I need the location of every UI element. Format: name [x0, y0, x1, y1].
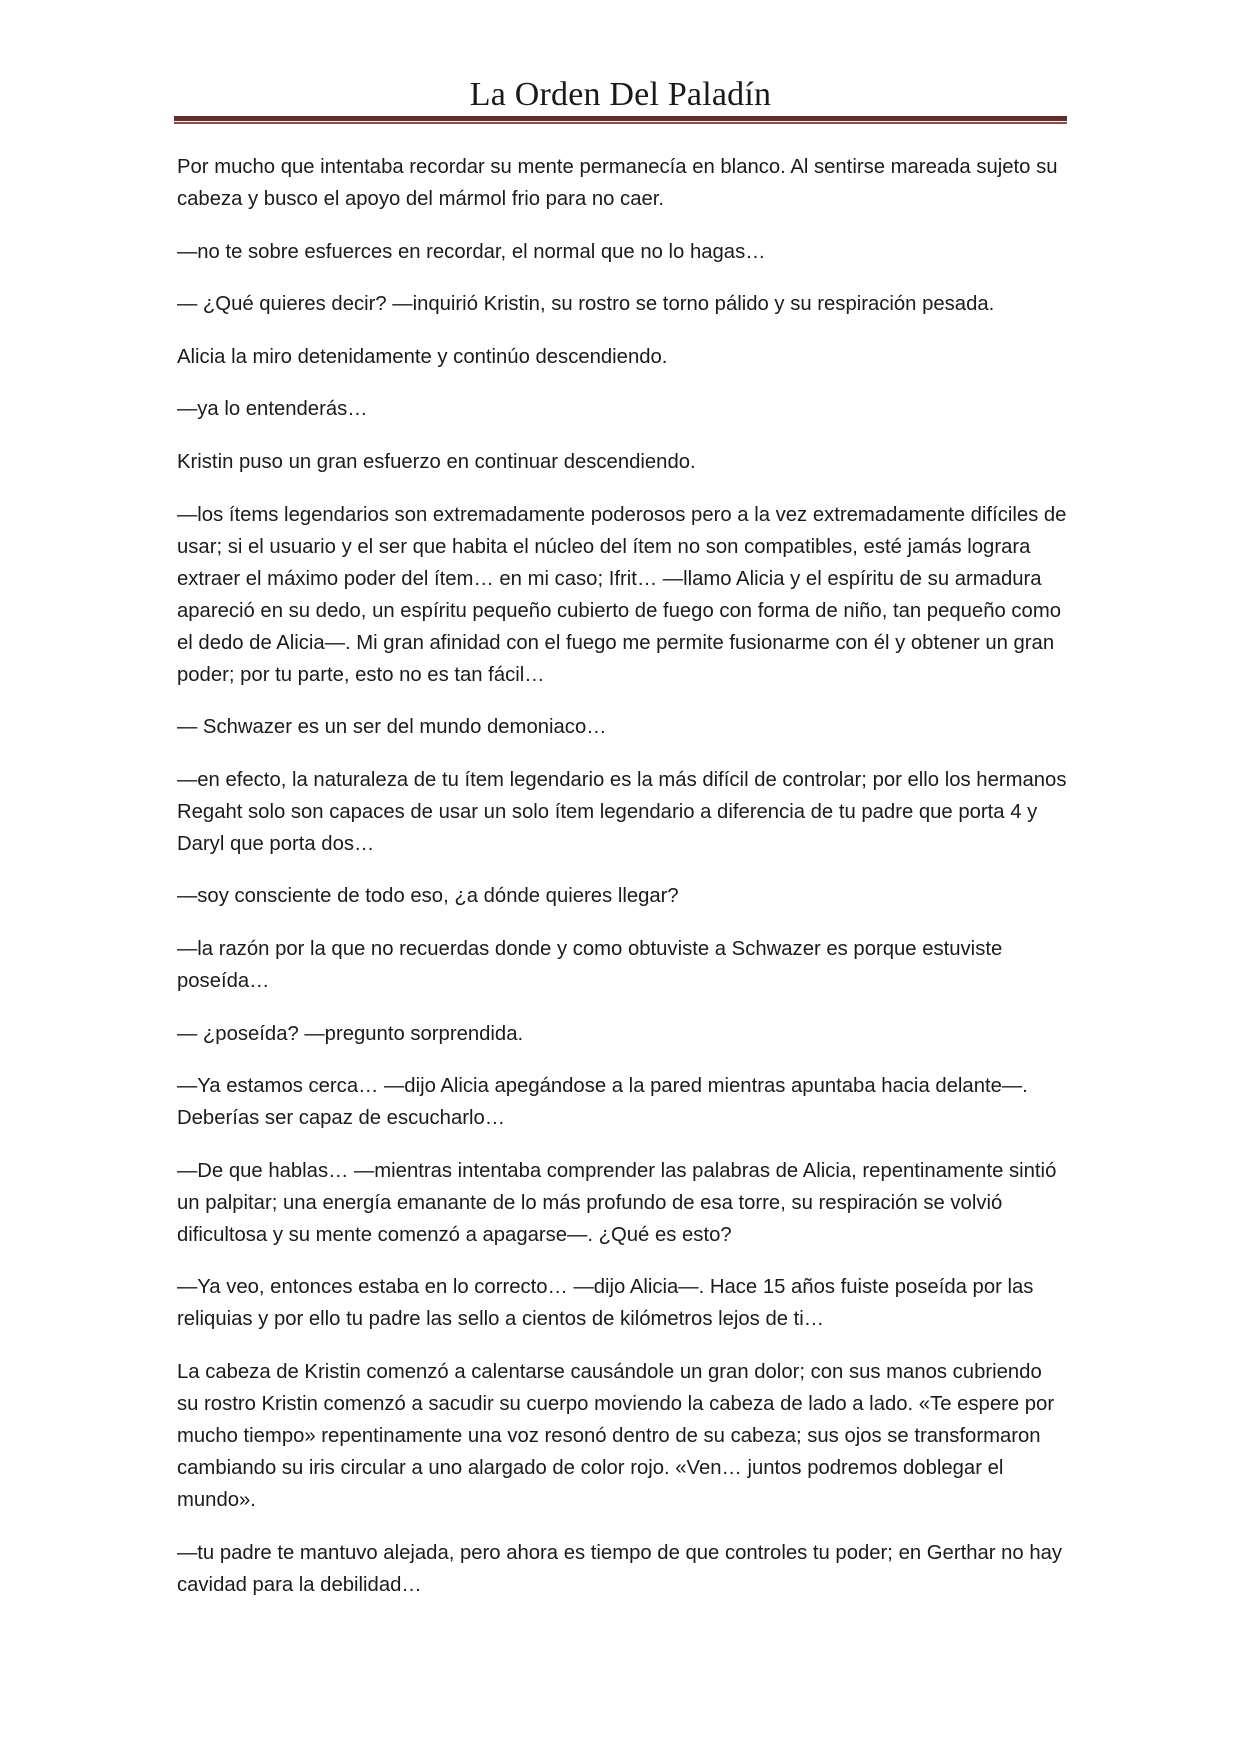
paragraph: —Ya veo, entonces estaba en lo correcto… —dijo Alicia—. Hace 15 años fuiste poseída por las reliquias y por ello tu padre las sello a cientos de kilómetros lejos de ti…	[177, 1276, 1034, 1331]
paragraph: — ¿poseída? —pregunto sorprendida.	[177, 1022, 524, 1045]
header-title: La Orden Del Paladín	[469, 76, 772, 113]
paragraph: — Schwazer es un ser del mundo demoniaco…	[177, 716, 607, 739]
paragraph: —Ya estamos cerca… —dijo Alicia apegándose a la pared mientras apuntaba hacia delante—. Deberías ser capaz de escucharlo…	[177, 1075, 1028, 1130]
header-divider	[174, 116, 1067, 124]
body-text	[177, 151, 1067, 1621]
page-header	[174, 74, 1067, 116]
paragraph: Alicia la miro detenidamente y continúo descendiendo.	[177, 345, 668, 368]
paragraph: La cabeza de Kristin comenzó a calentarse causándole un gran dolor; con sus manos cubriendo su rostro Kristin comenzó a sacudir su cuerpo moviendo la cabeza de lado a lado. «Te espere por mucho tiempo» repentinamente una voz resonó dentro de su cabeza; sus ojos se transformaron cambiando su iris circular a uno alargado de color rojo. «Ven… juntos podremos doblegar el mundo».	[177, 1360, 1055, 1511]
paragraph: —no te sobre esfuerces en recordar, el normal que no lo hagas…	[177, 240, 766, 263]
paragraph: — ¿Qué quieres decir? —inquirió Kristin, su rostro se torno pálido y su respiración pesada.	[177, 293, 995, 316]
paragraph: —soy consciente de todo eso, ¿a dónde quieres llegar?	[177, 885, 679, 908]
header-divider-thin	[174, 122, 1067, 124]
paragraph: Kristin puso un gran esfuerzo en continuar descendiendo.	[177, 450, 696, 473]
paragraph: —en efecto, la naturaleza de tu ítem legendario es la más difícil de controlar; por ello los hermanos Regaht solo son capaces de usar un solo ítem legendario a diferencia de tu padre que porta 4 y Daryl que porta dos…	[177, 768, 1067, 855]
paragraph: —ya lo entenderás…	[177, 398, 368, 421]
paragraph: —los ítems legendarios son extremadamente poderosos pero a la vez extremadamente difíciles de usar; si el usuario y el ser que habita el núcleo del ítem no son compatibles, esté jamás lograra extraer el máximo poder del ítem… en mi caso; Ifrit… —llamo Alicia y el espíritu de su armadura apareció en su dedo, un espíritu pequeño cubierto de fuego con forma de niño, tan pequeño como el dedo de Alicia—. Mi gran afinidad con el fuego me permite fusionarme con él y obtener un gran poder; por tu parte, esto no es tan fácil…	[177, 503, 1067, 686]
paragraph: —la razón por la que no recuerdas donde y como obtuviste a Schwazer es porque estuviste poseída…	[177, 937, 1003, 992]
paragraph: —De que hablas… —mientras intentaba comprender las palabras de Alicia, repentinamente sintió un palpitar; una energía emanante de lo más profundo de esa torre, su respiración se volvió dificultosa y su mente comenzó a apagarse—. ¿Qué es esto?	[177, 1159, 1057, 1246]
paragraph: —tu padre te mantuvo alejada, pero ahora es tiempo de que controles tu poder; en Gerthar no hay cavidad para la debilidad…	[177, 1541, 1063, 1596]
paragraph: Por mucho que intentaba recordar su mente permanecía en blanco. Al sentirse mareada sujeto su cabeza y busco el apoyo del mármol frio para no caer.	[177, 156, 1058, 210]
header-divider-thick	[174, 116, 1067, 121]
